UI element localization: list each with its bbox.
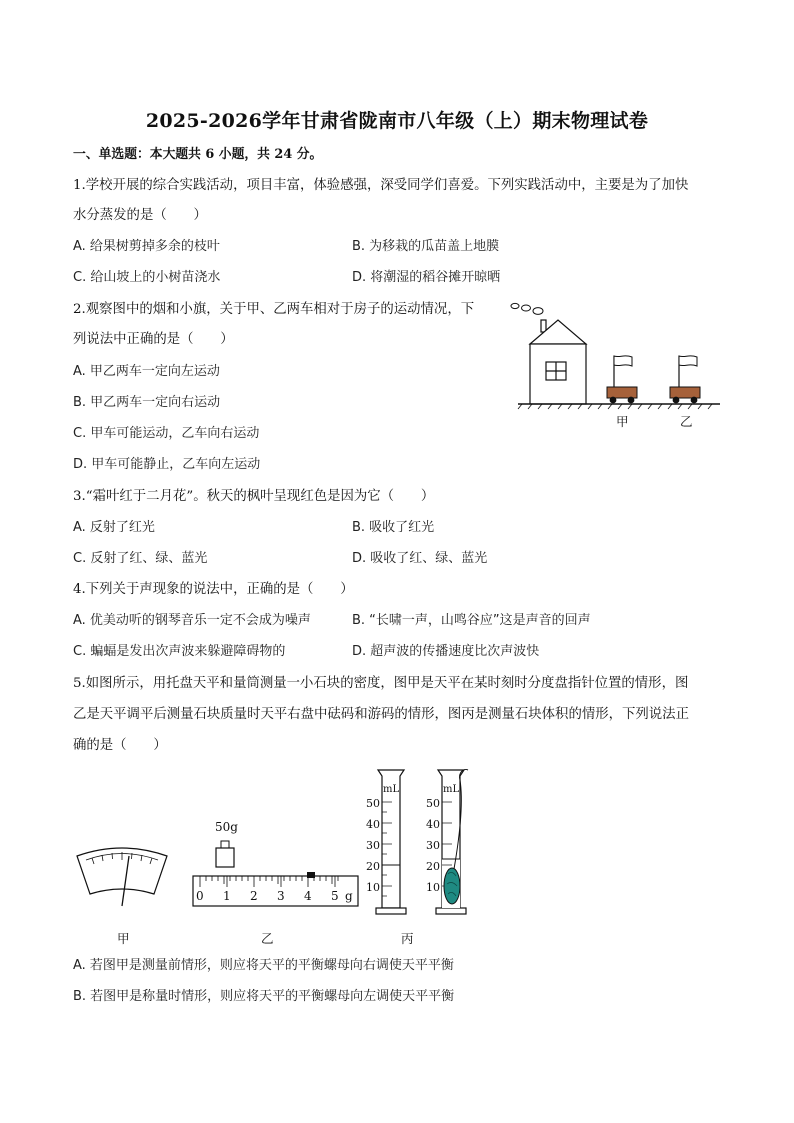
cyl-left-tick-10: 10: [366, 881, 380, 894]
q1-stem-line2: 水分蒸发的是（ ）: [73, 208, 207, 223]
ruler-tick-2: 2: [250, 889, 258, 903]
q2-option-c: C. 甲车可能运动，乙车向右运动: [73, 426, 260, 441]
q5-option-b: B. 若图甲是称量时情形，则应将天平的平衡螺母向左调使天平平衡: [73, 989, 455, 1004]
q5-stem-line1: 5.如图所示，用托盘天平和量筒测量一小石块的密度，图甲是天平在某时刻时分度盘指针位置的情形，图: [73, 676, 689, 691]
house-icon: [530, 320, 586, 404]
q2-option-a: A. 甲乙两车一定向左运动: [73, 364, 220, 379]
smoke-icon: [511, 303, 543, 314]
cyl-left-tick-20: 20: [366, 860, 380, 873]
q1-option-d: D. 将潮湿的稻谷摊开晾晒: [352, 270, 501, 285]
ruler-tick-1: 1: [223, 889, 231, 903]
cylinder-scale-labels: [368, 766, 478, 922]
cyl-right-tick-10: 10: [426, 881, 440, 894]
flag-icon: [614, 356, 632, 366]
ruler-tick-4: 4: [304, 889, 312, 903]
cyl-right-tick-50: 50: [426, 797, 440, 810]
section-heading: 一、单选题：本大题共 6 小题，共 24 分。: [73, 147, 323, 162]
q5-stem-line3: 确的是（ ）: [73, 738, 167, 753]
page-title: 2025-2026学年甘肃省陇南市八年级（上）期末物理试卷: [145, 110, 649, 132]
cyl-right-tick-40: 40: [426, 818, 440, 831]
ruler-unit: g: [345, 889, 353, 903]
q4-option-a: A. 优美动听的钢琴音乐一定不会成为噪声: [73, 613, 311, 628]
q3-stem: 3.“霜叶红于二月花”。秋天的枫叶呈现红色是因为它（ ）: [73, 489, 435, 504]
q4-stem: 4.下列关于声现象的说法中，正确的是（ ）: [73, 582, 354, 597]
cart-yi: [670, 356, 700, 404]
q1-option-a: A. 给果树剪掉多余的枝叶: [73, 239, 220, 254]
cyl-left-tick-50: 50: [366, 797, 380, 810]
q1-stem-line1: 1.学校开展的综合实践活动，项目丰富，体验感强，深受同学们喜爱。下列实践活动中，主要是为了加快: [73, 178, 689, 193]
q3-option-b: B. 吸收了红光: [352, 520, 435, 535]
q5-fig-label-jia: 甲: [117, 931, 130, 946]
cyl-left-unit: mL: [383, 784, 400, 795]
ruler-tick-5: 5: [331, 889, 339, 903]
ruler-tick-3: 3: [277, 889, 285, 903]
q4-option-b: B. “长啸一声，山鸣谷应”这是声音的回声: [352, 613, 591, 628]
cyl-right-unit: mL: [443, 784, 460, 795]
q2-fig-label-jia: 甲: [616, 414, 629, 429]
q2-stem-line1: 2.观察图中的烟和小旗，关于甲、乙两车相对于房子的运动情况，下: [73, 302, 475, 317]
q3-option-a: A. 反射了红光: [73, 520, 155, 535]
q5-option-a: A. 若图甲是测量前情形，则应将天平的平衡螺母向右调使天平平衡: [73, 958, 454, 973]
cart-jia: [607, 356, 637, 404]
q4-option-d: D. 超声波的传播速度比次声波快: [352, 644, 540, 659]
q1-option-c: C. 给山坡上的小树苗浇水: [73, 270, 221, 285]
weight-icon: [216, 841, 234, 867]
q2-fig-label-yi: 乙: [680, 414, 693, 429]
cyl-left-tick-40: 40: [366, 818, 380, 831]
q5-stem-line2: 乙是天平调平后测量石块质量时天平右盘中砝码和游码的情形，图丙是测量石块体积的情形，下列说法正: [73, 707, 689, 722]
q2-option-d: D. 甲车可能静止，乙车向左运动: [73, 457, 261, 472]
balance-dial-figure: [72, 844, 172, 914]
rider-slider: [307, 872, 315, 878]
weight-label: 50g: [215, 820, 238, 834]
cyl-left-tick-30: 30: [366, 839, 380, 852]
q2-stem-line2: 列说法中正确的是（ ）: [73, 332, 234, 347]
q5-fig-label-yi: 乙: [261, 931, 274, 946]
cyl-right-tick-30: 30: [426, 839, 440, 852]
ruler-tick-0: 0: [196, 889, 204, 903]
q4-option-c: C. 蝙蝠是发出次声波来躲避障碍物的: [73, 644, 286, 659]
q5-fig-label-bing: 丙: [401, 931, 414, 946]
flag-icon: [679, 356, 697, 366]
q2-option-b: B. 甲乙两车一定向右运动: [73, 395, 221, 410]
q1-option-b: B. 为移栽的瓜苗盖上地膜: [352, 239, 500, 254]
q3-option-c: C. 反射了红、绿、蓝光: [73, 551, 208, 566]
q3-option-d: D. 吸收了红、绿、蓝光: [352, 551, 488, 566]
ruler-scale-labels: [196, 889, 368, 905]
cyl-right-tick-20: 20: [426, 860, 440, 873]
